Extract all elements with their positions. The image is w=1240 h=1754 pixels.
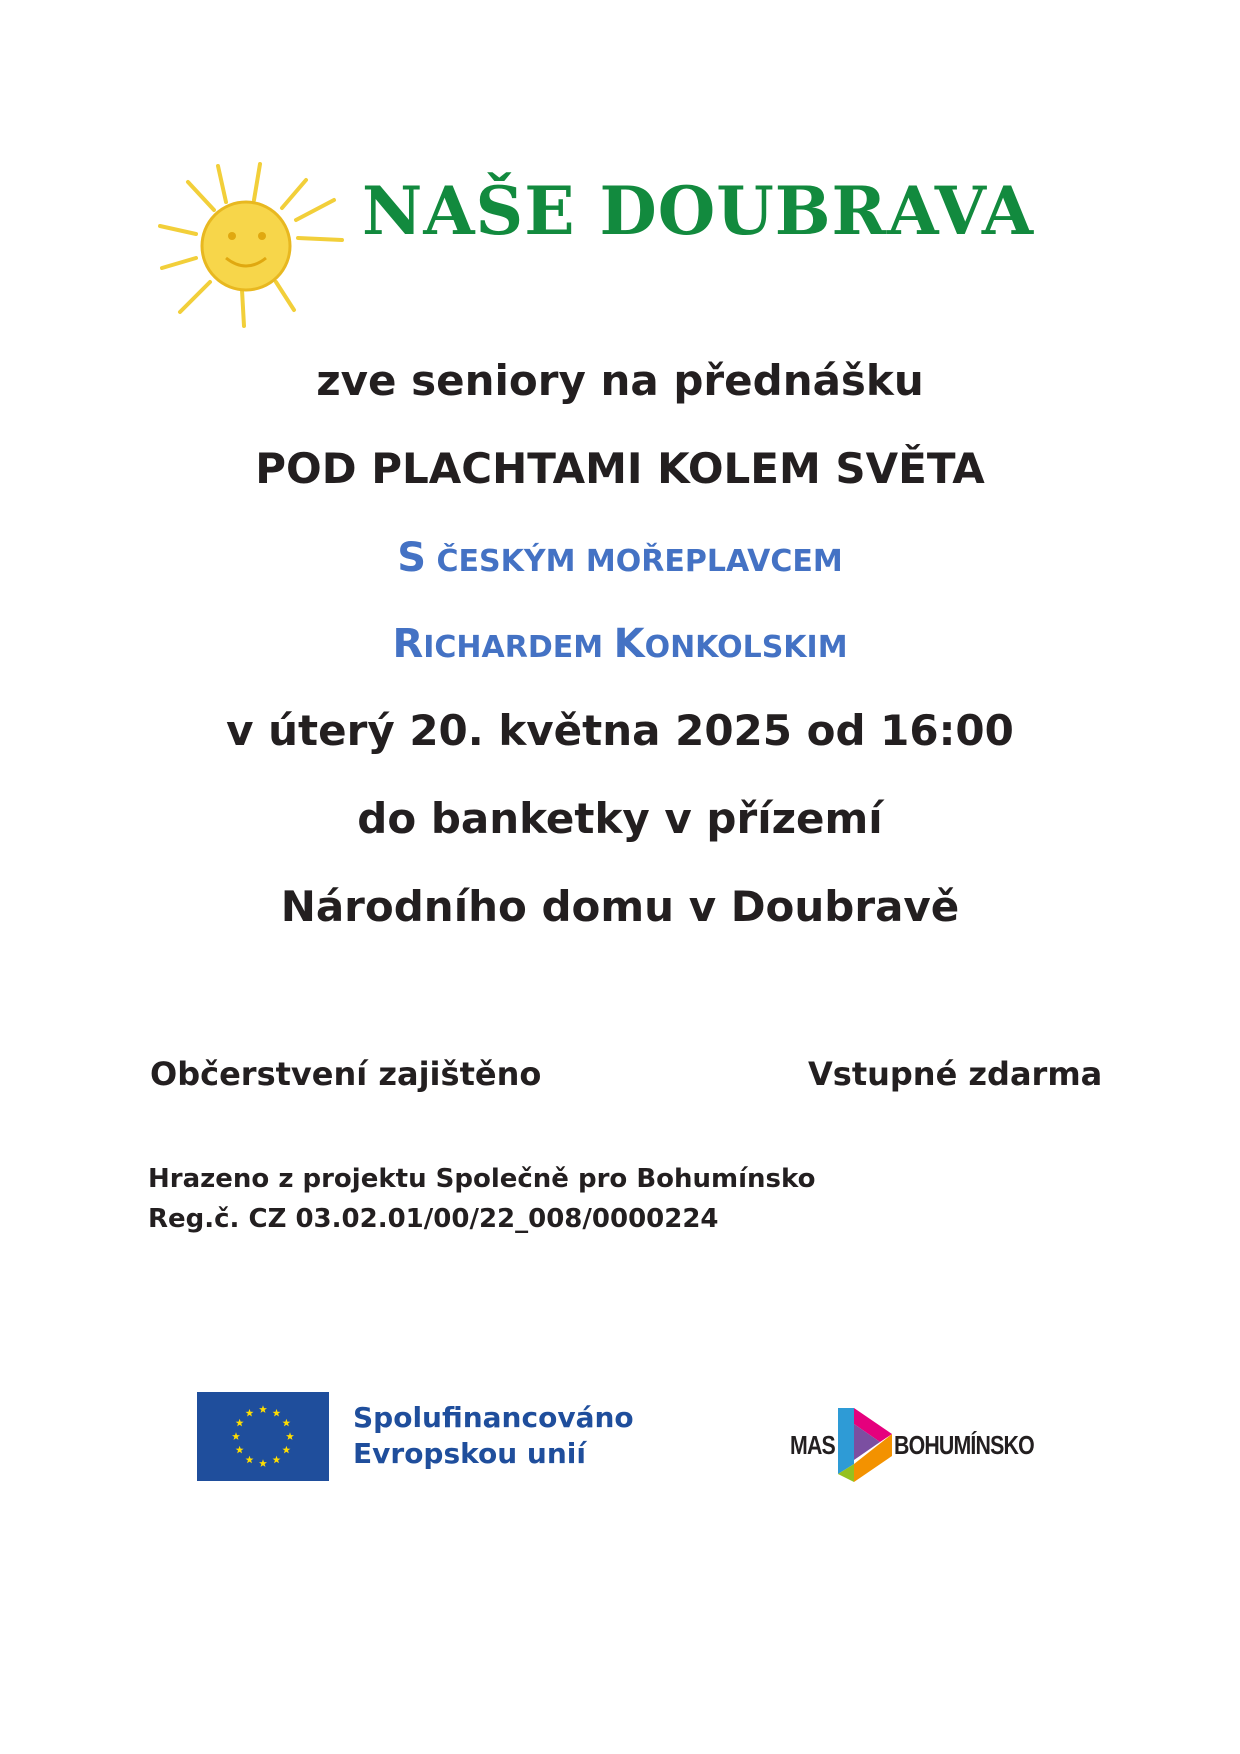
invitation-intro: zve seniory na přednášku bbox=[316, 356, 924, 405]
eu-cofunded-line-1: Spolufinancováno bbox=[353, 1401, 634, 1434]
guest-line-1 bbox=[0, 535, 1240, 581]
sun-logo-icon bbox=[158, 160, 348, 330]
brand-title: NAŠE DOUBRAVA bbox=[362, 172, 1035, 250]
event-place-line-2: Národního domu v Doubravě bbox=[280, 882, 960, 931]
refreshments-note: Občerstvení zajištěno bbox=[150, 1055, 542, 1093]
guest-line-1-initial: S bbox=[397, 535, 427, 581]
event-date: v úterý 20. května 2025 od 16:00 bbox=[226, 706, 1014, 755]
guest-line-2-rest-1: ICHARDEM bbox=[423, 630, 614, 665]
admission-note: Vstupné zdarma bbox=[808, 1055, 1103, 1093]
event-place-line-1: do banketky v přízemí bbox=[357, 794, 883, 843]
guest-line-2 bbox=[0, 621, 1240, 667]
funding-line-1: Hrazeno z projektu Společně pro Bohumínsko bbox=[148, 1164, 816, 1194]
mas-logo-left-text: MAS bbox=[790, 1430, 835, 1460]
guest-line-2-initial-2: K bbox=[613, 621, 645, 667]
mas-triangle-icon bbox=[832, 1404, 896, 1486]
mas-logo-right-text: BOHUMÍNSKO bbox=[894, 1430, 1034, 1460]
mas-bohuminsko-logo bbox=[790, 1400, 1034, 1490]
guest-line-1-rest: ČESKÝM MOŘEPLAVCEM bbox=[426, 544, 843, 579]
funding-line-2: Reg.č. CZ 03.02.01/00/22_008/0000224 bbox=[148, 1204, 719, 1234]
eu-cofunded-line-2: Evropskou unií bbox=[353, 1437, 586, 1470]
lecture-title: POD PLACHTAMI KOLEM SVĚTA bbox=[255, 444, 985, 493]
guest-line-2-initial-1: R bbox=[392, 621, 424, 667]
eu-flag-icon bbox=[197, 1392, 329, 1481]
guest-line-2-rest-2: ONKOLSKIM bbox=[644, 630, 848, 665]
